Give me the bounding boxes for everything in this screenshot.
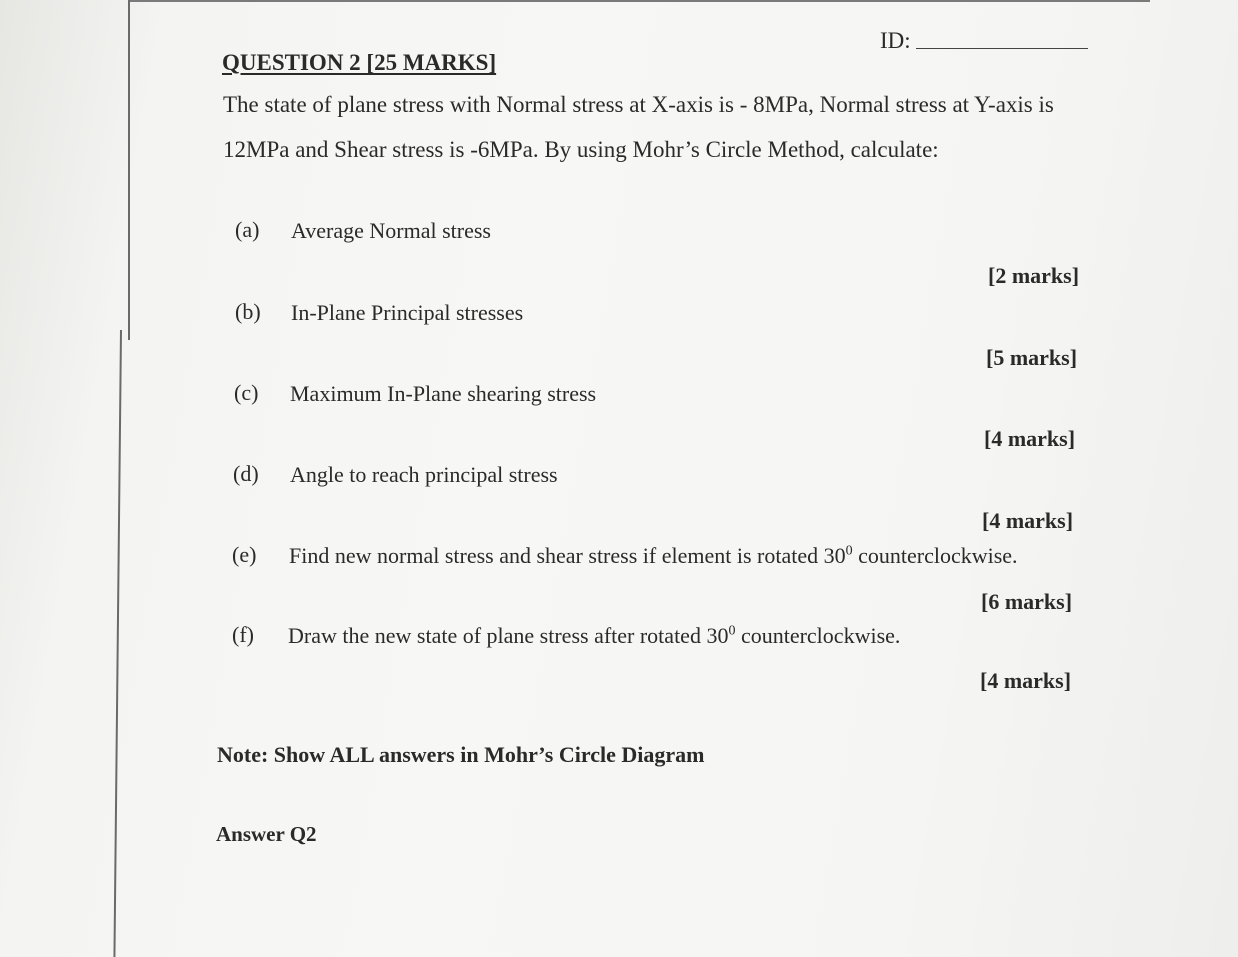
id-label: ID: (880, 28, 911, 53)
item-a-letter: (a) (235, 217, 260, 242)
item-a-marks: [2 marks] (988, 263, 1080, 288)
item-a-text: Average Normal stress (291, 218, 491, 243)
item-f-text: Draw the new state of plane stress after rotated $30^0$ counterclockwise. (288, 623, 901, 648)
left-border-line-lower (113, 330, 122, 957)
item-d-marks: [4 marks] (982, 508, 1074, 533)
item-c-letter: (c) (234, 380, 259, 405)
question-intro-line-1: The state of plane stress with Normal stress at X-axis is - 8MPa, Normal stress at Y-axis is (223, 92, 1054, 117)
item-e-superscript: 0 (845, 543, 853, 559)
item-c-marks: [4 marks] (984, 426, 1076, 451)
item-e-letter: (e) (232, 542, 257, 567)
item-e-text: Find new normal stress and shear stress if element is rotated $30^0$ counterclockwise. (289, 543, 1018, 568)
item-f-marks: [4 marks] (980, 668, 1072, 693)
item-d-text: Angle to reach principal stress (290, 462, 558, 487)
item-b-text: In-Plane Principal stresses (291, 300, 524, 325)
item-d-letter: (d) (233, 461, 259, 486)
note-text: Note: Show ALL answers in Mohr’s Circle Diagram (217, 742, 705, 767)
id-blank-line[interactable] (916, 48, 1088, 49)
item-b-letter: (b) (235, 299, 261, 324)
item-e-marks: [6 marks] (981, 589, 1073, 614)
item-c-text: Maximum In-Plane shearing stress (290, 381, 597, 406)
item-f-superscript: 0 (728, 623, 736, 639)
item-f-letter: (f) (232, 622, 254, 647)
question-title: QUESTION 2 [25 MARKS] (222, 50, 497, 75)
left-border-line (128, 0, 130, 340)
top-border-line (130, 0, 1150, 2)
answer-label: Answer Q2 (216, 822, 317, 846)
question-intro-line-2: 12MPa and Shear stress is -6MPa. By using Mohr’s Circle Method, calculate: (223, 137, 939, 162)
item-b-marks: [5 marks] (986, 345, 1078, 370)
